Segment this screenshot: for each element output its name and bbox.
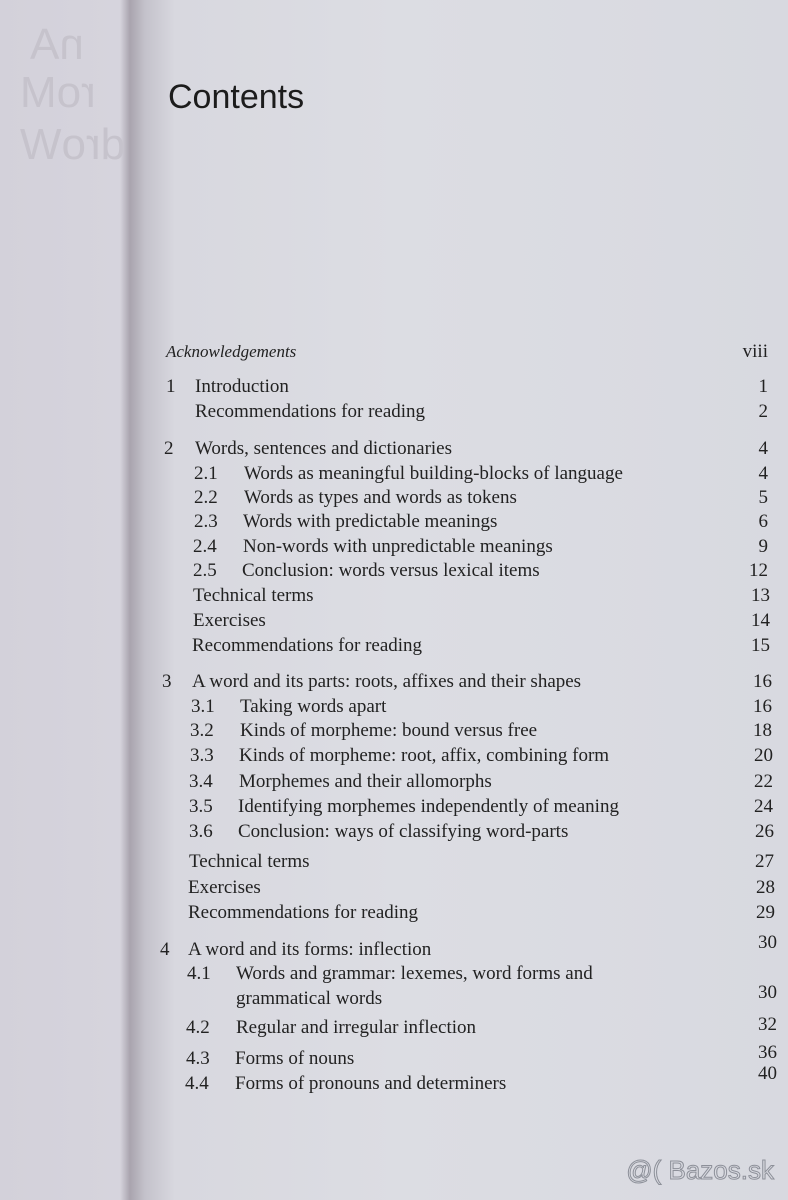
toc-page: 16 [753,671,772,692]
toc-num: 4.3 [186,1048,210,1069]
toc-chapter [0,932,788,962]
toc-entry [0,634,788,658]
toc-title: Words as meaningful building-blocks of language [244,463,623,484]
toc-title: Conclusion: words versus lexical items [242,560,540,581]
toc-page: 5 [758,487,768,508]
toc-page: 2 [758,401,768,422]
toc-num: 4.2 [186,1017,210,1038]
toc-page: 22 [754,771,773,792]
toc-chapter [0,670,788,694]
toc-num: 2.4 [193,536,217,557]
toc-num: 3.2 [190,720,214,741]
toc-page: 26 [755,821,774,842]
toc-page: 40 [758,1063,777,1084]
toc-section [0,559,788,583]
toc-title: Taking words apart [240,696,387,717]
toc-section [0,820,788,844]
toc-section [0,510,788,534]
toc-num: 4.1 [187,963,211,984]
toc-section [0,1063,788,1096]
toc-num: 3.5 [189,796,213,817]
toc-section [0,535,788,559]
toc-entry [0,901,788,925]
toc-title: Kinds of morpheme: bound versus free [240,720,538,741]
toc-section [0,962,788,986]
toc-title: Acknowledgements [166,342,297,361]
page-title: Contents [168,78,305,116]
toc-num: 2.2 [194,487,218,508]
toc-page: 20 [754,745,773,766]
toc-section-continued [0,982,788,1011]
toc-section [0,744,788,768]
show-through-text: roM [20,68,96,117]
toc-page: 6 [758,511,768,532]
toc-num: 2.1 [194,463,218,484]
toc-num: 2.3 [194,511,218,532]
toc-section [0,486,788,510]
toc-chapter [0,375,788,399]
toc-title: Words with predictable meanings [243,511,498,532]
toc-page: 30 [758,982,777,1003]
toc-title: Technical terms [193,585,314,606]
toc-title: Recommendations for reading [195,401,426,422]
toc-num: 3.1 [191,696,215,717]
toc-title: Regular and irregular inflection [236,1017,477,1038]
toc-entry-acknowledgements [0,340,788,364]
toc-num: 4.4 [185,1073,209,1094]
toc-page: 4 [758,463,768,484]
toc-chapter [0,437,788,461]
toc-entry [0,584,788,608]
toc-page: 15 [751,635,770,656]
toc-title: Morphemes and their allomorphs [239,771,492,792]
toc-num: 3.3 [190,745,214,766]
toc-title: Forms of pronouns and determiners [235,1073,507,1094]
toc-num: 3 [162,671,172,692]
toc-title: Exercises [188,877,261,898]
toc-page: 18 [753,720,772,741]
toc-section [0,795,788,819]
toc-section [0,695,788,719]
toc-num: 3.4 [189,771,213,792]
toc-section [0,770,788,794]
toc-page: 27 [755,851,774,872]
toc-title: Recommendations for reading [192,635,423,656]
toc-title: Identifying morphemes independently of meaning [238,796,619,817]
toc-page: 16 [753,696,772,717]
toc-page: 13 [751,585,770,606]
toc-num: 2.5 [193,560,217,581]
toc-title: Kinds of morpheme: root, affix, combining form [239,745,610,766]
toc-page: viii [742,341,768,362]
toc-page: 12 [749,560,768,581]
toc-page: 36 [758,1042,777,1063]
watermark-logo: @( Bazos.sk [626,1155,774,1185]
toc-page: 9 [758,536,768,557]
toc-title: Introduction [195,376,289,397]
toc-num: 3.6 [189,821,213,842]
toc-num: 4 [160,939,170,960]
show-through-text: droW [20,120,126,169]
toc-entry [0,850,788,874]
toc-page: 29 [756,902,775,923]
toc-section [0,719,788,743]
toc-entry [0,876,788,900]
toc-title: A word and its parts: roots, affixes and their shapes [192,671,582,692]
toc-entry [0,609,788,633]
toc-title: Words, sentences and dictionaries [195,438,453,459]
show-through-text: nA [30,20,84,69]
toc-entry [0,400,788,424]
toc-title: Recommendations for reading [188,902,419,923]
toc-num: 2 [164,438,174,459]
toc-title: Forms of nouns [235,1048,355,1069]
toc-page: 28 [756,877,775,898]
toc-section [0,1016,788,1040]
toc-page: 30 [758,932,777,953]
toc-title: Technical terms [189,851,310,872]
toc-section [0,462,788,486]
toc-page: 4 [758,438,768,459]
toc-title: Non-words with unpredictable meanings [243,536,553,557]
toc-title: Conclusion: ways of classifying word-parts [238,821,569,842]
toc-page: 1 [758,376,768,397]
toc-title: Exercises [193,610,266,631]
toc-title-continued: grammatical words [236,988,383,1009]
toc-title: Words as types and words as tokens [244,487,517,508]
toc-section [0,1042,788,1071]
toc-title: A word and its forms: inflection [188,939,432,960]
toc-title: Words and grammar: lexemes, word forms and [236,963,593,984]
toc-page: 32 [758,1014,777,1035]
toc-num: 1 [166,376,176,397]
toc-page: 14 [751,610,770,631]
toc-page: 24 [754,796,773,817]
